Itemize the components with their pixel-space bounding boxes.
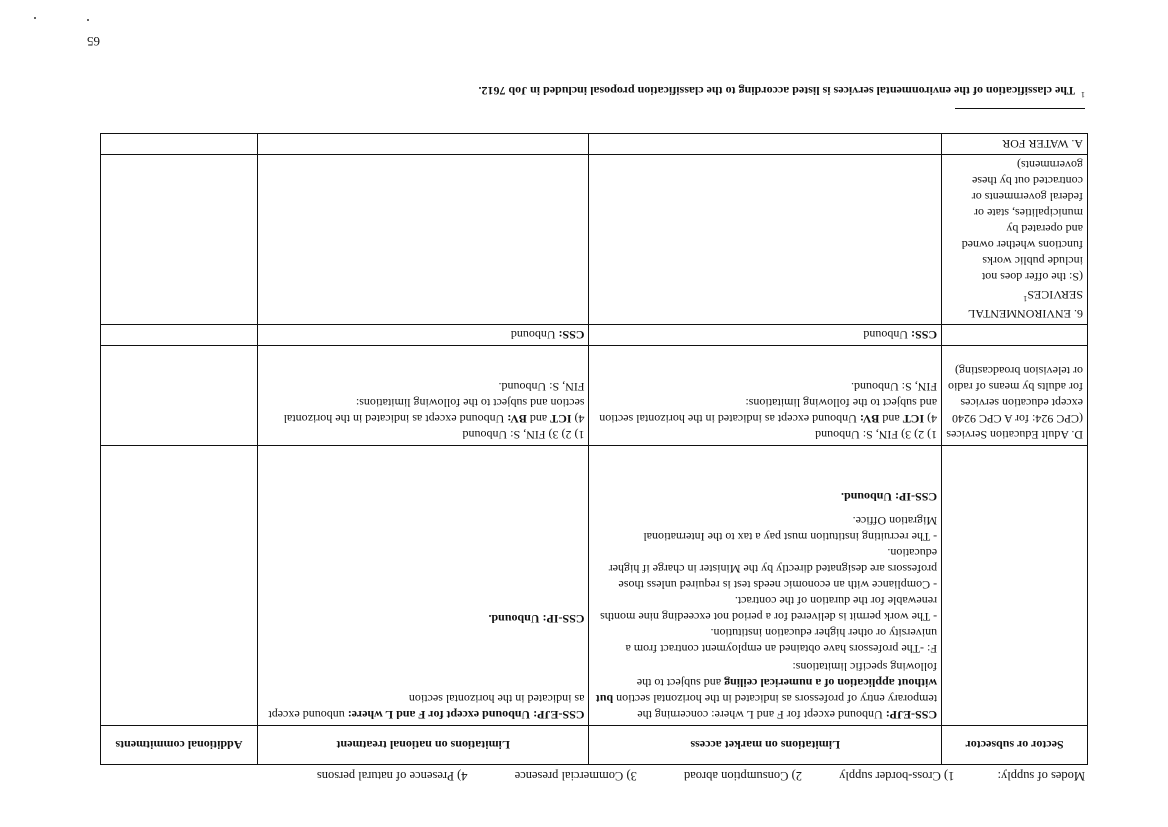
text-run: Unbound except as indicated in the horizontal section and subject to the following limitations: FIN, S: Unbound. <box>283 380 585 426</box>
modes-label: Modes of supply: <box>997 769 1085 783</box>
additional-commitments-cell <box>101 134 258 155</box>
national-treatment-cell <box>257 346 589 446</box>
national-treatment-cell <box>257 325 589 346</box>
text-run: and <box>879 412 903 426</box>
modes-1-2-3-line: 1) 2) 3) FIN, S: Unbound <box>462 428 585 442</box>
sector-water: A. WATER FOR <box>1002 137 1083 151</box>
ict-label: ICT <box>902 412 925 426</box>
schedule-table <box>100 133 1088 765</box>
footnote-marker: 1 <box>1081 90 1085 99</box>
table-row <box>101 446 1088 726</box>
sector-adult-education: D. Adult Education Services (CPC 924: for A CPC 9240 except education services for adults by means of radio or television broadcasting) <box>946 364 1083 442</box>
mode-1: 1) Cross-border supply <box>839 769 955 783</box>
market-access-cell <box>589 325 942 346</box>
text-run: and <box>526 412 551 426</box>
text-run: and subject to the following specific limitations: <box>636 660 938 690</box>
sector-cell <box>942 325 1088 346</box>
table-row <box>101 155 1088 325</box>
css-ejp-label: CSS-EJP: Unbound except for F and L where: <box>347 708 585 722</box>
sector-note: (S: the offer does not include public works functions whether owned and operated by municipalities, state or federal governments or contracted out by these governments) <box>961 158 1083 284</box>
table-row <box>101 325 1088 346</box>
text-run: Unbound <box>863 328 912 342</box>
bv-label: BV: <box>507 412 527 426</box>
additional-commitments-cell <box>101 346 258 446</box>
market-access-cell <box>589 346 942 446</box>
css-label: CSS: <box>558 328 585 342</box>
market-access-cell <box>589 134 942 155</box>
modes-1-2-3-line: 1) 2) 3) FIN, S: Unbound <box>815 428 938 442</box>
scan-speck <box>34 17 36 19</box>
table-row <box>101 134 1088 155</box>
sector-cell <box>942 346 1088 446</box>
text-run: 4) <box>571 412 585 426</box>
professor-conditions: F: -The professors have obtained an employment contract from a university or other higher education institution. - The work permit is delivered for a period not exceeding nine months renewable for the duration of the contract. - Compliance with an economic needs test is required unless those professors are designated directly by the Minister in charge if higher education. - The recruiting institution must pay a tax to the International Migration Office. <box>600 514 938 656</box>
bv-label: BV: <box>859 412 880 426</box>
national-treatment-cell <box>257 446 589 726</box>
css-label: CSS: <box>911 328 938 342</box>
text-run: Unbound except for F and L where: concerning the temporary entry of professors as indicated in the horizontal section <box>613 692 938 722</box>
mode-4: 4) Presence of natural persons <box>316 769 468 783</box>
bold-run: but without application of a numerical ceiling <box>595 676 938 706</box>
text-run: unbound except as indicated in the horizontal section <box>268 692 585 722</box>
mode-2: 2) Consumption abroad <box>683 769 802 783</box>
css-ip-label: CSS-IP: Unbound. <box>841 490 938 504</box>
col-header-national-treatment: Limitations on national treatment <box>257 726 589 765</box>
national-treatment-cell <box>257 134 589 155</box>
market-access-cell <box>589 155 942 325</box>
sector-cell <box>942 134 1088 155</box>
footnote-text: The classification of the environmental services is listed according to the classification proposal included in Job 7612. <box>478 84 1075 98</box>
additional-commitments-cell <box>101 325 258 346</box>
page-number: 65 <box>87 34 100 49</box>
national-treatment-cell <box>257 155 589 325</box>
table-header-row <box>101 726 1088 765</box>
css-ip-label: CSS-IP: Unbound. <box>488 612 585 626</box>
css-ejp-label: CSS-EJP: <box>882 708 938 722</box>
market-access-cell <box>589 446 942 726</box>
footnote-ref: 1 <box>1023 294 1028 303</box>
scan-speck <box>87 19 89 21</box>
col-header-market-access: Limitations on market access <box>589 726 942 765</box>
modes-of-supply-line <box>317 768 1085 783</box>
footnote-divider <box>955 108 1085 109</box>
ict-label: ICT <box>550 412 572 426</box>
text-run: 4) <box>924 412 938 426</box>
text-run: Unbound <box>510 328 559 342</box>
sector-environmental-services: 6. ENVIRONMENTAL SERVICES <box>968 288 1083 321</box>
col-header-additional: Additional commitments <box>101 726 258 765</box>
additional-commitments-cell <box>101 155 258 325</box>
col-header-sector: Sector or subsector <box>942 726 1088 765</box>
sector-cell <box>942 446 1088 726</box>
footnote <box>478 83 1085 99</box>
sector-cell <box>942 155 1088 325</box>
additional-commitments-cell <box>101 446 258 726</box>
text-run: Unbound except as indicated in the horizontal section and subject to the following limitations: FIN, S: Unbound. <box>599 380 938 426</box>
table-row <box>101 346 1088 446</box>
mode-3: 3) Commercial presence <box>514 769 637 783</box>
